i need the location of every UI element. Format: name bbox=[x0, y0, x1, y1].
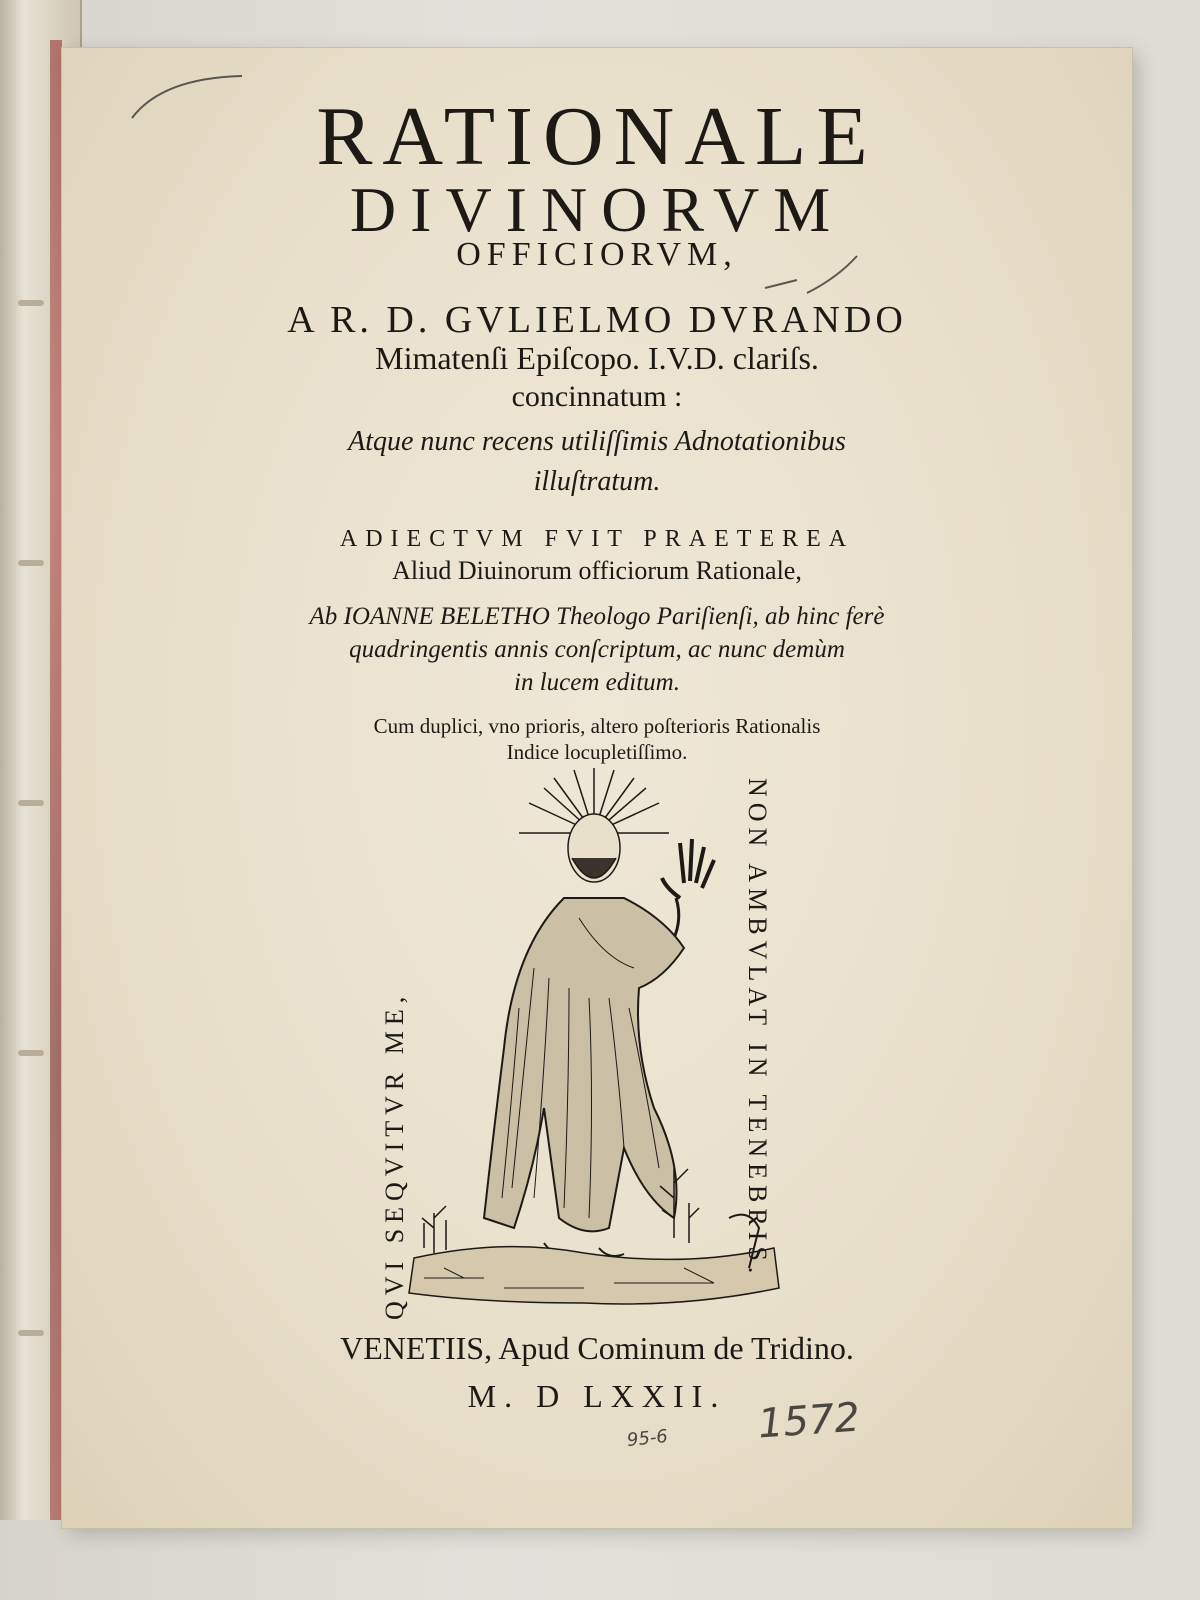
aliud-line: Aliud Diuinorum officiorum Rationale, bbox=[392, 556, 802, 585]
binding-stitch bbox=[18, 1330, 44, 1336]
binding-stitch bbox=[18, 560, 44, 566]
handwritten-shelf-mark: 95-6 bbox=[626, 1425, 669, 1452]
binding-stitch bbox=[18, 800, 44, 806]
handwritten-year: 1572 bbox=[756, 1394, 862, 1448]
motto-left: QVI SEQVITVR ME, bbox=[380, 990, 409, 1320]
imprint-line: VENETIIS, Apud Cominum de Tridino. bbox=[340, 1330, 854, 1366]
index-line-2: Indice locupletiſſimo. bbox=[506, 740, 688, 764]
editum-line: in lucem editum. bbox=[514, 669, 680, 696]
title-divinorum: DIVINORVM bbox=[349, 174, 845, 245]
title-officiorum: OFFICIORVM, bbox=[456, 236, 738, 273]
title-page bbox=[62, 48, 1132, 1528]
adiectum-line: ADIECTVM FVIT PRAETEREA bbox=[339, 526, 855, 552]
date-line: M. D LXXII. bbox=[467, 1378, 727, 1414]
quadringentis-line: quadringentis annis conſcriptum, ac nunc demùm bbox=[349, 636, 845, 663]
concinnatum-line: concinnatum : bbox=[511, 380, 683, 413]
binding-stitch bbox=[18, 300, 44, 306]
binding-red-edge bbox=[50, 40, 62, 1520]
author-title-line: Mimatenſi Epiſcopo. I.V.D. clariſs. bbox=[375, 340, 819, 376]
binding-stitch bbox=[18, 1050, 44, 1056]
beletho-line: Ab IOANNE BELETHO Theologo Pariſienſi, ab hinc ferè bbox=[309, 603, 885, 630]
index-line-1: Cum duplici, vno prioris, altero poſterioris Rationalis bbox=[373, 714, 821, 738]
motto-right: NON AMBVLAT IN TENEBRIS. bbox=[743, 778, 772, 1280]
title-rationale: RATIONALE bbox=[316, 90, 878, 183]
christ-woodcut-illustration bbox=[384, 748, 804, 1328]
annotations-line: Atque nunc recens utiliſſimis Adnotationibus bbox=[348, 426, 846, 457]
author-line: A R. D. GVLIELMO DVRANDO bbox=[287, 299, 907, 341]
illustratum-line: illuſtratum. bbox=[533, 466, 661, 497]
